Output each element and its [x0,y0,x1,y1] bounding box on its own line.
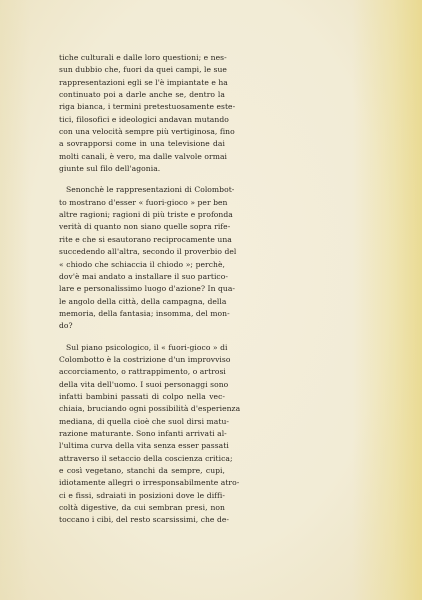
text-line: sun dubbio che, fuori da quei campi, le sue [59,65,227,75]
text-line: toccano i cibi, del resto scarsissimi, che de- [59,515,230,525]
text-line: attraverso il setaccio della coscienza critica; [59,453,233,463]
text-line: memoria, della fantasia; insomma, del mon- [59,308,230,318]
text-line: razione maturante. Sono infanti arrivati al- [59,428,227,438]
text-line: rite e che si esautorano reciprocamente una [59,234,232,244]
text-line: ci e fissi, sdraiati in posizioni dove le diffi- [59,490,225,500]
text-line: « chiodo che schiaccia il chiodo »; perchè, [59,259,225,269]
text-line: della vita dell'uomo. I suoi personaggi sono [59,379,229,389]
text-line: mediana, di quella cioè che suol dirsi matu- [59,416,230,426]
text-line: succedendo all'altra, secondo il proverbio del [59,247,237,257]
text-line: Sul piano psicologico, il « fuori-gioco » di [66,342,228,352]
body-text [59,52,241,527]
text-line: verità di quanto non siano quelle sopra rife- [59,222,231,232]
text-line: continuato poi a darle anche se, dentro la [59,90,225,100]
text-line: l'ultima curva della vita senza esser passati [59,441,229,451]
paragraph-1 [59,52,236,175]
paragraph-3 [59,342,241,527]
paragraph-gap [59,175,225,184]
text-line: to mostrano d'esser « fuori-gioco » per ben [59,197,228,207]
text-line: riga bianca, i termini pretestuosamente este- [59,102,236,112]
text-line: dov'è mai andato a installare il suo partico- [59,271,228,281]
text-line: e così vegetano, stanchi da sempre, cupi, [59,466,225,475]
text-line: le angolo della città, della campagna, della [59,296,227,306]
text-line: tici, filosofici e ideologici andavan mutando [59,114,229,124]
text-line: con una velocità sempre più vertiginosa, fino [59,127,235,137]
text-line: tiche culturali e dalle loro questioni; e nes- [59,53,227,62]
text-line: lare e personalissimo luogo d'azione? In qua- [59,284,236,294]
text-line: giunte sul filo dell'agonia. [59,164,161,174]
text-line: coltà digestive, da cui sembran presi, non [59,503,225,513]
text-line: do? [59,321,73,331]
text-line: molti canali, è vero, ma dalle valvole ormai [59,151,227,161]
text-line: Senonchè le rappresentazioni di Colombot- [66,185,235,195]
text-line: a sovrapporsi come in una televisione dai [59,139,225,149]
text-line: rappresentazioni egli se l'è impiantate e ha [59,77,228,87]
text-line: accorciamento, o rattrappimento, o artrosi [59,367,226,377]
text-line: Colombotto è la costrizione d'un improvviso [59,354,231,364]
text-line: altre ragioni; ragioni di più triste e profonda [59,210,233,220]
text-line: infatti bambini passati di colpo nella vec- [59,391,225,401]
paragraph-2 [59,184,237,332]
text-line: chiaia, bruciando ogni possibilità d'esperienza [59,404,241,414]
text-line: idiotamente allegri o irresponsabilmente atro- [59,478,240,488]
paragraph-gap [59,333,225,342]
